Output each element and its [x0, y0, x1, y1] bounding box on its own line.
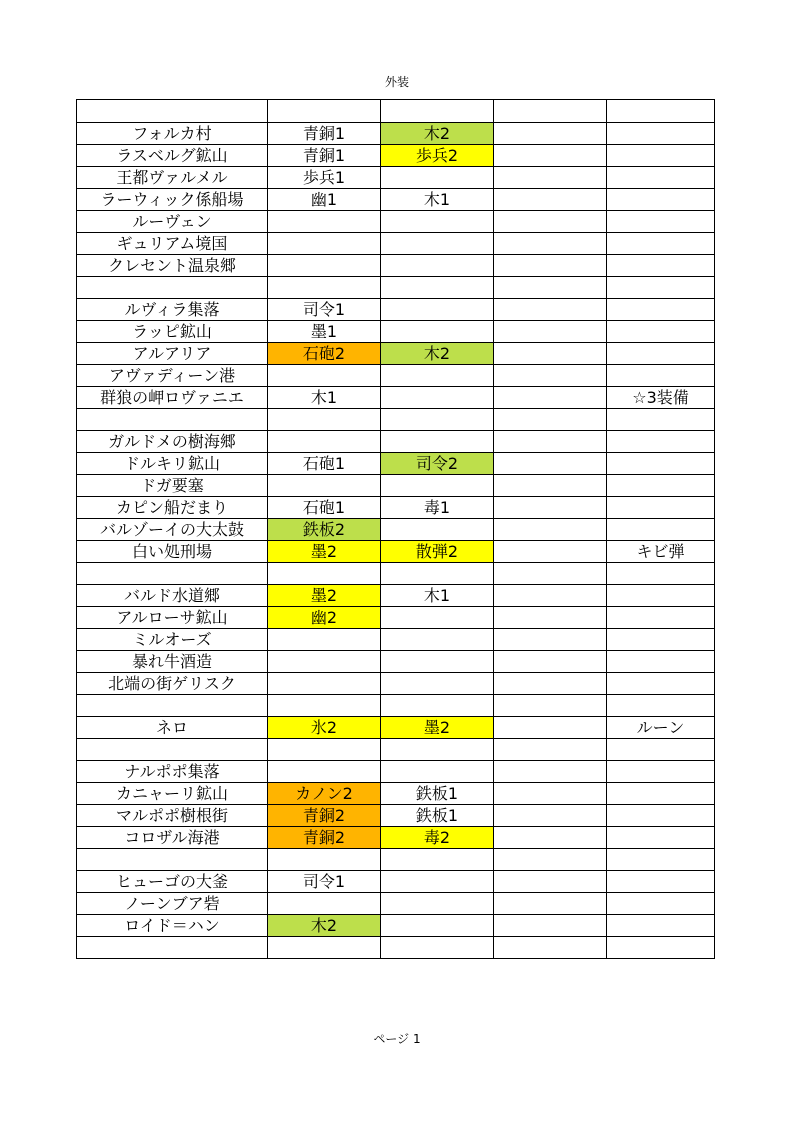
- item-cell[interactable]: [607, 915, 715, 937]
- item-cell[interactable]: [494, 607, 607, 629]
- table-row: [77, 607, 715, 629]
- item-cell[interactable]: キビ弾: [607, 541, 715, 563]
- item-cell[interactable]: [607, 211, 715, 233]
- table-row: [77, 849, 715, 871]
- item-cell[interactable]: [607, 871, 715, 893]
- location-cell[interactable]: 北端の街ゲリスク: [77, 673, 268, 695]
- item-cell[interactable]: [607, 343, 715, 365]
- table-row: [77, 695, 715, 717]
- item-cell[interactable]: [607, 365, 715, 387]
- item-cell[interactable]: [494, 563, 607, 585]
- item-cell[interactable]: [607, 321, 715, 343]
- page-footer: ページ 1: [373, 1032, 421, 1046]
- location-cell[interactable]: ラッピ鉱山: [77, 321, 268, 343]
- item-cell[interactable]: [381, 233, 494, 255]
- location-cell[interactable]: ロイド＝ハン: [77, 915, 268, 937]
- item-cell[interactable]: [607, 497, 715, 519]
- location-cell[interactable]: カニャーリ鉱山: [77, 783, 268, 805]
- table-row: [77, 409, 715, 431]
- table-row: [77, 915, 715, 937]
- item-cell[interactable]: 木2: [381, 123, 494, 145]
- item-cell[interactable]: [268, 563, 381, 585]
- item-cell[interactable]: [494, 123, 607, 145]
- location-cell[interactable]: 群狼の岬ロヴァニエ: [77, 387, 268, 409]
- item-cell[interactable]: [494, 827, 607, 849]
- table-body: [77, 100, 715, 959]
- item-cell[interactable]: [607, 453, 715, 475]
- item-cell[interactable]: 鉄板2: [268, 519, 381, 541]
- item-cell[interactable]: [494, 145, 607, 167]
- item-cell[interactable]: [268, 937, 381, 959]
- table-row: [77, 761, 715, 783]
- item-cell[interactable]: [494, 805, 607, 827]
- item-cell[interactable]: [494, 475, 607, 497]
- item-cell[interactable]: [607, 100, 715, 123]
- table-row: [77, 365, 715, 387]
- item-cell[interactable]: 散弾2: [381, 541, 494, 563]
- item-cell[interactable]: [494, 211, 607, 233]
- location-cell[interactable]: フォルカ村: [77, 123, 268, 145]
- item-cell[interactable]: [268, 629, 381, 651]
- location-cell[interactable]: コロザル海港: [77, 827, 268, 849]
- item-cell[interactable]: [607, 123, 715, 145]
- location-cell[interactable]: ルヴィラ集落: [77, 299, 268, 321]
- table-row: [77, 255, 715, 277]
- item-cell[interactable]: [381, 695, 494, 717]
- item-cell[interactable]: [381, 937, 494, 959]
- item-cell[interactable]: [607, 893, 715, 915]
- location-cell[interactable]: マルポポ樹根街: [77, 805, 268, 827]
- item-cell[interactable]: 幽2: [268, 607, 381, 629]
- item-cell[interactable]: 木1: [381, 189, 494, 211]
- item-cell[interactable]: [381, 365, 494, 387]
- item-cell[interactable]: [494, 409, 607, 431]
- item-cell[interactable]: [268, 761, 381, 783]
- item-cell[interactable]: [381, 563, 494, 585]
- location-cell[interactable]: バルド水道郷: [77, 585, 268, 607]
- item-cell[interactable]: [494, 651, 607, 673]
- item-cell[interactable]: [494, 739, 607, 761]
- table-row: [77, 585, 715, 607]
- table-row: [77, 871, 715, 893]
- location-cell[interactable]: ギュリアム境国: [77, 233, 268, 255]
- item-cell[interactable]: [607, 255, 715, 277]
- location-cell[interactable]: ドガ要塞: [77, 475, 268, 497]
- table-row: [77, 717, 715, 739]
- table-row: [77, 673, 715, 695]
- item-cell[interactable]: 氷2: [268, 717, 381, 739]
- item-cell[interactable]: [607, 189, 715, 211]
- item-cell[interactable]: [607, 475, 715, 497]
- item-cell[interactable]: [607, 827, 715, 849]
- item-cell[interactable]: [494, 717, 607, 739]
- table-row: [77, 100, 715, 123]
- table-row: [77, 189, 715, 211]
- location-cell[interactable]: ミルオーズ: [77, 629, 268, 651]
- item-cell[interactable]: [494, 519, 607, 541]
- table-row: [77, 651, 715, 673]
- location-cell[interactable]: [77, 937, 268, 959]
- location-cell[interactable]: クレセント温泉郷: [77, 255, 268, 277]
- item-cell[interactable]: ☆3装備: [607, 387, 715, 409]
- item-cell[interactable]: [607, 299, 715, 321]
- item-cell[interactable]: [494, 497, 607, 519]
- table-row: [77, 211, 715, 233]
- location-cell[interactable]: ルーヴェン: [77, 211, 268, 233]
- item-cell[interactable]: 青銅1: [268, 123, 381, 145]
- item-cell[interactable]: [268, 255, 381, 277]
- item-cell[interactable]: [381, 299, 494, 321]
- item-cell[interactable]: [494, 673, 607, 695]
- item-cell[interactable]: [494, 893, 607, 915]
- location-cell[interactable]: 暴れ牛酒造: [77, 651, 268, 673]
- item-cell[interactable]: [494, 453, 607, 475]
- item-cell[interactable]: [268, 849, 381, 871]
- location-cell[interactable]: ガルドメの樹海郷: [77, 431, 268, 453]
- table-row: [77, 233, 715, 255]
- location-cell[interactable]: アルアリア: [77, 343, 268, 365]
- item-cell[interactable]: [381, 629, 494, 651]
- page-header: 外装: [384, 75, 409, 89]
- location-cell[interactable]: ドルキリ鉱山: [77, 453, 268, 475]
- location-cell[interactable]: [77, 695, 268, 717]
- location-cell[interactable]: ラーウィック係船場: [77, 189, 268, 211]
- item-cell[interactable]: ルーン: [607, 717, 715, 739]
- item-cell[interactable]: [381, 651, 494, 673]
- item-cell[interactable]: 青銅2: [268, 827, 381, 849]
- item-cell[interactable]: 幽1: [268, 189, 381, 211]
- location-cell[interactable]: [77, 409, 268, 431]
- item-cell[interactable]: [607, 651, 715, 673]
- item-cell[interactable]: 木2: [268, 915, 381, 937]
- item-cell[interactable]: [381, 915, 494, 937]
- table-row: [77, 299, 715, 321]
- item-cell[interactable]: [494, 783, 607, 805]
- location-cell[interactable]: [77, 563, 268, 585]
- item-cell[interactable]: [381, 431, 494, 453]
- item-cell[interactable]: 鉄板1: [381, 805, 494, 827]
- item-cell[interactable]: 毒1: [381, 497, 494, 519]
- item-cell[interactable]: [607, 739, 715, 761]
- item-cell[interactable]: [381, 277, 494, 299]
- location-cell[interactable]: カピン船だまり: [77, 497, 268, 519]
- table-row: [77, 387, 715, 409]
- table-row: [77, 805, 715, 827]
- table-row: [77, 937, 715, 959]
- item-cell[interactable]: [607, 233, 715, 255]
- item-cell[interactable]: [381, 321, 494, 343]
- item-cell[interactable]: [607, 145, 715, 167]
- location-cell[interactable]: [77, 277, 268, 299]
- table-row: [77, 739, 715, 761]
- item-cell[interactable]: [607, 805, 715, 827]
- item-cell[interactable]: 墨2: [381, 717, 494, 739]
- item-cell[interactable]: [268, 233, 381, 255]
- item-cell[interactable]: [381, 409, 494, 431]
- item-cell[interactable]: [381, 211, 494, 233]
- item-cell[interactable]: [381, 100, 494, 123]
- item-cell[interactable]: 青銅1: [268, 145, 381, 167]
- item-cell[interactable]: [381, 849, 494, 871]
- item-cell[interactable]: 墨1: [268, 321, 381, 343]
- item-cell[interactable]: [607, 431, 715, 453]
- item-cell[interactable]: カノン2: [268, 783, 381, 805]
- item-cell[interactable]: [494, 255, 607, 277]
- item-cell[interactable]: [268, 100, 381, 123]
- item-cell[interactable]: 墨2: [268, 585, 381, 607]
- item-cell[interactable]: [268, 409, 381, 431]
- item-cell[interactable]: [381, 519, 494, 541]
- item-cell[interactable]: [381, 761, 494, 783]
- item-cell[interactable]: 木1: [268, 387, 381, 409]
- item-cell[interactable]: [381, 673, 494, 695]
- item-cell[interactable]: [607, 585, 715, 607]
- table-row: [77, 541, 715, 563]
- item-cell[interactable]: 木1: [381, 585, 494, 607]
- location-cell[interactable]: アヴァディーン港: [77, 365, 268, 387]
- item-cell[interactable]: [268, 739, 381, 761]
- item-cell[interactable]: [607, 563, 715, 585]
- item-cell[interactable]: [494, 629, 607, 651]
- item-cell[interactable]: [494, 937, 607, 959]
- item-cell[interactable]: [494, 321, 607, 343]
- item-cell[interactable]: [381, 475, 494, 497]
- item-cell[interactable]: [607, 761, 715, 783]
- item-cell[interactable]: 司令2: [381, 453, 494, 475]
- item-cell[interactable]: [268, 277, 381, 299]
- item-cell[interactable]: 石砲1: [268, 453, 381, 475]
- location-cell[interactable]: 白い処刑場: [77, 541, 268, 563]
- location-cell[interactable]: ヒューゴの大釜: [77, 871, 268, 893]
- item-cell[interactable]: [494, 849, 607, 871]
- location-cell[interactable]: [77, 849, 268, 871]
- item-cell[interactable]: [607, 607, 715, 629]
- item-cell[interactable]: [494, 915, 607, 937]
- item-cell[interactable]: [268, 211, 381, 233]
- item-cell[interactable]: 毒2: [381, 827, 494, 849]
- item-cell[interactable]: [494, 365, 607, 387]
- location-cell[interactable]: ナルポポ集落: [77, 761, 268, 783]
- location-cell[interactable]: 王都ヴァルメル: [77, 167, 268, 189]
- item-cell[interactable]: [494, 695, 607, 717]
- item-cell[interactable]: [607, 673, 715, 695]
- item-cell[interactable]: [381, 871, 494, 893]
- item-cell[interactable]: [607, 783, 715, 805]
- item-cell[interactable]: [494, 299, 607, 321]
- item-cell[interactable]: [268, 695, 381, 717]
- item-cell[interactable]: [381, 255, 494, 277]
- location-cell[interactable]: バルゾーイの大太鼓: [77, 519, 268, 541]
- item-cell[interactable]: [494, 431, 607, 453]
- item-cell[interactable]: [494, 277, 607, 299]
- item-cell[interactable]: [494, 343, 607, 365]
- spreadsheet-table: [76, 99, 715, 959]
- item-cell[interactable]: [607, 167, 715, 189]
- item-cell[interactable]: [268, 673, 381, 695]
- table-row: [77, 629, 715, 651]
- table-row: [77, 783, 715, 805]
- item-cell[interactable]: [607, 695, 715, 717]
- table-row: [77, 519, 715, 541]
- location-cell[interactable]: ノーンブア砦: [77, 893, 268, 915]
- location-cell[interactable]: ネロ: [77, 717, 268, 739]
- table-row: [77, 893, 715, 915]
- item-cell[interactable]: 石砲1: [268, 497, 381, 519]
- item-cell[interactable]: [607, 849, 715, 871]
- table-row: [77, 123, 715, 145]
- item-cell[interactable]: [381, 893, 494, 915]
- item-cell[interactable]: [268, 651, 381, 673]
- table-row: [77, 431, 715, 453]
- item-cell[interactable]: [268, 365, 381, 387]
- item-cell[interactable]: [381, 739, 494, 761]
- table-row: [77, 321, 715, 343]
- table-row: [77, 277, 715, 299]
- location-cell[interactable]: ラスベルグ鉱山: [77, 145, 268, 167]
- item-cell[interactable]: [381, 167, 494, 189]
- table-row: [77, 145, 715, 167]
- item-cell[interactable]: [268, 893, 381, 915]
- table-row: [77, 343, 715, 365]
- item-cell[interactable]: [494, 387, 607, 409]
- item-cell[interactable]: [268, 475, 381, 497]
- item-cell[interactable]: [381, 387, 494, 409]
- item-cell[interactable]: [494, 585, 607, 607]
- item-cell[interactable]: 木2: [381, 343, 494, 365]
- item-cell[interactable]: [607, 519, 715, 541]
- item-cell[interactable]: [381, 607, 494, 629]
- item-cell[interactable]: 石砲2: [268, 343, 381, 365]
- item-cell[interactable]: [607, 629, 715, 651]
- item-cell[interactable]: [494, 100, 607, 123]
- table-row: [77, 167, 715, 189]
- item-cell[interactable]: 司令1: [268, 871, 381, 893]
- item-cell[interactable]: 鉄板1: [381, 783, 494, 805]
- item-cell[interactable]: 司令1: [268, 299, 381, 321]
- item-cell[interactable]: [607, 409, 715, 431]
- item-cell[interactable]: 歩兵1: [268, 167, 381, 189]
- item-cell[interactable]: [494, 189, 607, 211]
- table-row: [77, 827, 715, 849]
- item-cell[interactable]: 墨2: [268, 541, 381, 563]
- table-row: [77, 497, 715, 519]
- item-cell[interactable]: [607, 277, 715, 299]
- item-cell[interactable]: [494, 541, 607, 563]
- item-cell[interactable]: [494, 167, 607, 189]
- item-cell[interactable]: 青銅2: [268, 805, 381, 827]
- item-cell[interactable]: 歩兵2: [381, 145, 494, 167]
- item-cell[interactable]: [268, 431, 381, 453]
- item-cell[interactable]: [607, 937, 715, 959]
- location-cell[interactable]: [77, 739, 268, 761]
- table-row: [77, 453, 715, 475]
- location-cell[interactable]: [77, 100, 268, 123]
- table-row: [77, 475, 715, 497]
- table-row: [77, 563, 715, 585]
- item-cell[interactable]: [494, 233, 607, 255]
- item-cell[interactable]: [494, 761, 607, 783]
- item-cell[interactable]: [494, 871, 607, 893]
- location-cell[interactable]: アルローサ鉱山: [77, 607, 268, 629]
